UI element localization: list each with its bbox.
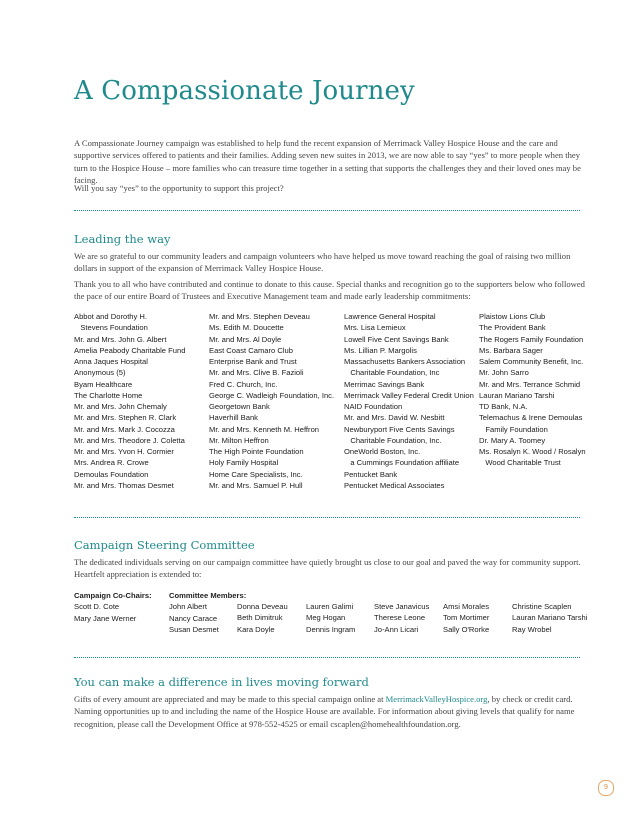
supporter-name: Pentucket Medical Associates <box>344 480 445 490</box>
supporter-name: Wood Charitable Trust <box>479 458 561 468</box>
supporter-name: Georgetown Bank <box>209 402 270 411</box>
supporter-name: Anonymous (5) <box>74 368 126 378</box>
supporter-name: The Rogers Family Foundation <box>479 334 584 344</box>
member-name: Donna Deveau <box>237 602 288 611</box>
section-divider <box>74 210 580 211</box>
supporter-name: Mr. and Mrs. Yvon H. Cormier <box>74 447 174 456</box>
members-label: Committee Members: <box>169 591 247 600</box>
supporter-name: East Coast Camaro Club <box>209 345 293 355</box>
page-title: A Compassionate Journey <box>74 76 415 106</box>
supporter-name: Telemachus & Irene Demoulas <box>479 413 583 423</box>
difference-text-start: Gifts of every amount are appreciated and may be made to this special campaign online at <box>74 694 386 704</box>
supporter-name: Mr. John Sarro <box>479 368 529 378</box>
supporter-name: Plaistow Lions Club <box>479 312 546 321</box>
supporter-name: Mr. and Mrs. Samuel P. Hull <box>209 480 303 490</box>
supporter-name: Abbot and Dorothy H. <box>74 312 148 321</box>
difference-text-end: , by check or credit card. Naming opportunities up to and including the name of the Hospice House are available. For information about giving levels that qualify for name recognition, please call the Development Office at 978-552-4525 or email cscaplen@homehealthfoundation.org. <box>74 694 575 729</box>
supporter-name: Charitable Foundation, Inc. <box>344 435 442 445</box>
member-name: Ray Wrobel <box>512 624 552 634</box>
supporter-name: The Provident Bank <box>479 323 546 333</box>
supporter-name: Mrs. Lisa Lemieux <box>344 323 406 333</box>
cochair-name: Scott D. Cote <box>74 602 120 612</box>
supporter-name: Dr. Mary A. Toomey <box>479 435 546 445</box>
intro-question: Will you say “yes” to the opportunity to support this project? <box>74 183 284 193</box>
supporter-name: Lowell Five Cent Savings Bank <box>344 334 449 344</box>
supporters-column-2 <box>209 311 334 491</box>
supporter-name: Ms. Edith M. Doucette <box>209 323 284 333</box>
leading-paragraph-1: We are so grateful to our community leaders and campaign volunteers who have helped us move toward reaching the goal of raising two million dollars in support of the expansion of Merrimack Valley Hospice House. <box>74 251 571 274</box>
supporter-name: Haverhill Bank <box>209 413 258 423</box>
difference-paragraph <box>74 693 586 730</box>
supporter-name: OneWorld Boston, Inc. <box>344 447 421 456</box>
member-name: Lauren Galimi <box>306 602 354 611</box>
supporter-name: Mrs. Andrea R. Crowe <box>74 458 149 468</box>
supporter-name: a Cummings Foundation affiliate <box>344 458 460 468</box>
supporter-name: Merrimack Valley Federal Credit Union <box>344 390 474 400</box>
supporter-name: Mr. and Mrs. Stephen Deveau <box>209 312 310 321</box>
supporter-name: Massachusetts Bankers Association <box>344 357 466 366</box>
supporter-name: Enterprise Bank and Trust <box>209 357 297 366</box>
supporter-name: Mr. and Mrs. John G. Albert <box>74 334 167 344</box>
supporter-name: Mr. and Mrs. John Chemaly <box>74 402 167 411</box>
cochairs-label: Campaign Co-Chairs: <box>74 591 152 600</box>
supporter-name: Stevens Foundation <box>74 323 148 333</box>
supporter-name: Mr. and Mrs. Clive B. Fazioli <box>209 368 304 378</box>
member-name: Dennis Ingram <box>306 624 356 634</box>
member-name: Tom Mortimer <box>443 613 490 623</box>
supporter-name: Amelia Peabody Charitable Fund <box>74 345 186 355</box>
member-name: Therese Leone <box>374 613 426 623</box>
members-column-2 <box>237 601 288 635</box>
members-column-6 <box>512 601 587 635</box>
supporter-name: Anna Jaques Hospital <box>74 357 148 366</box>
leading-paragraph-2: Thank you to all who have contributed and continue to donate to this cause. Special thanks and recognition go to the supporters below who followed the pace of our entire Board of Trustees and Executive Management team and made early leadership commitments: <box>74 279 585 302</box>
supporter-name: Demoulas Foundation <box>74 469 149 479</box>
supporter-name: Mr. and Mrs. Kenneth M. Heffron <box>209 424 320 434</box>
intro-paragraph: A Compassionate Journey campaign was established to help fund the recent expansion of Merrimack Valley Hospice House and the care and supportive services offered to patients and their families. Adding seven new suites in 2013, we are now able to say “yes” to more people when they turn to the Hospice House – more families who can treasure time together in a setting that supports the challenges they and their loved ones may be facing. <box>74 138 581 185</box>
section-divider <box>74 517 580 518</box>
cochair-name: Mary Jane Werner <box>74 613 137 623</box>
member-name: Lauran Mariano Tarshi <box>512 613 588 623</box>
member-name: Nancy Carace <box>169 613 218 623</box>
supporter-name: Pentucket Bank <box>344 469 398 479</box>
supporter-name: Family Foundation <box>479 424 548 434</box>
supporter-name: George C. Wadleigh Foundation, Inc. <box>209 390 335 400</box>
member-name: Sally O'Rorke <box>443 624 490 634</box>
cochairs-column <box>74 590 152 624</box>
member-name: Steve Janavicus <box>374 602 430 611</box>
supporter-name: Newburyport Five Cents Savings <box>344 424 455 434</box>
supporter-name: Ms. Lillian P. Margolis <box>344 345 417 355</box>
supporter-name: Ms. Rosalyn K. Wood / Rosalyn <box>479 447 586 456</box>
supporter-name: Fred C. Church, Inc. <box>209 379 278 389</box>
page-number: 9 <box>598 780 614 796</box>
supporter-name: Home Care Specialists, Inc. <box>209 469 303 479</box>
supporter-name: Holy Family Hospital <box>209 458 279 468</box>
supporter-name: Merrimac Savings Bank <box>344 379 425 389</box>
member-name: Amsi Morales <box>443 602 489 611</box>
member-name: Susan Desmet <box>169 624 219 634</box>
supporter-name: Mr. and Mrs. Mark J. Cocozza <box>74 424 175 434</box>
member-name: Beth Dimitruk <box>237 613 283 623</box>
members-column-3 <box>306 601 355 635</box>
steering-paragraph: The dedicated individuals serving on our campaign committee have quietly brought us close to our goal and paved the way for community support. Heartfelt appreciation is extended to: <box>74 557 581 580</box>
supporter-name: Byam Healthcare <box>74 379 133 389</box>
supporters-column-3 <box>344 311 474 491</box>
supporter-name: Mr. and Mrs. Al Doyle <box>209 334 282 344</box>
member-name: Kara Doyle <box>237 624 275 634</box>
members-column-4 <box>374 601 429 635</box>
supporter-name: Mr. and Mrs. Stephen R. Clark <box>74 413 177 423</box>
supporter-name: The Charlotte Home <box>74 390 143 400</box>
difference-heading: You can make a difference in lives moving forward <box>74 675 369 689</box>
supporter-name: NAID Foundation <box>344 402 403 411</box>
leading-heading: Leading the way <box>74 232 171 246</box>
supporter-name: Salem Community Benefit, Inc. <box>479 357 584 366</box>
supporters-column-4 <box>479 311 586 469</box>
supporter-name: Mr. and Mrs. Terrance Schmid <box>479 379 581 389</box>
supporter-name: Ms. Barbara Sager <box>479 345 543 355</box>
supporters-column-1 <box>74 311 185 491</box>
supporter-name: Mr. and Mrs. Theodore J. Coletta <box>74 435 185 445</box>
member-name: John Albert <box>169 602 207 612</box>
member-name: Jo-Ann Licari <box>374 624 419 634</box>
supporter-name: Lauran Mariano Tarshi <box>479 390 555 400</box>
supporter-name: Charitable Foundation, Inc <box>344 368 440 378</box>
supporter-name: Lawrence General Hospital <box>344 312 436 321</box>
supporter-name: Mr. Milton Heffron <box>209 435 269 445</box>
members-column-1 <box>169 590 246 635</box>
members-column-5 <box>443 601 489 635</box>
supporter-name: Mr. and Mrs. Thomas Desmet <box>74 480 174 490</box>
member-name: Meg Hogan <box>306 613 346 623</box>
section-divider <box>74 657 580 658</box>
member-name: Christine Scaplen <box>512 602 572 611</box>
supporter-name: TD Bank, N.A. <box>479 402 528 411</box>
steering-heading: Campaign Steering Committee <box>74 538 255 552</box>
website-link[interactable]: MerrimackValleyHospice.org <box>385 694 488 704</box>
supporter-name: The High Pointe Foundation <box>209 447 304 456</box>
supporter-name: Mr. and Mrs. David W. Nesbitt <box>344 413 445 423</box>
